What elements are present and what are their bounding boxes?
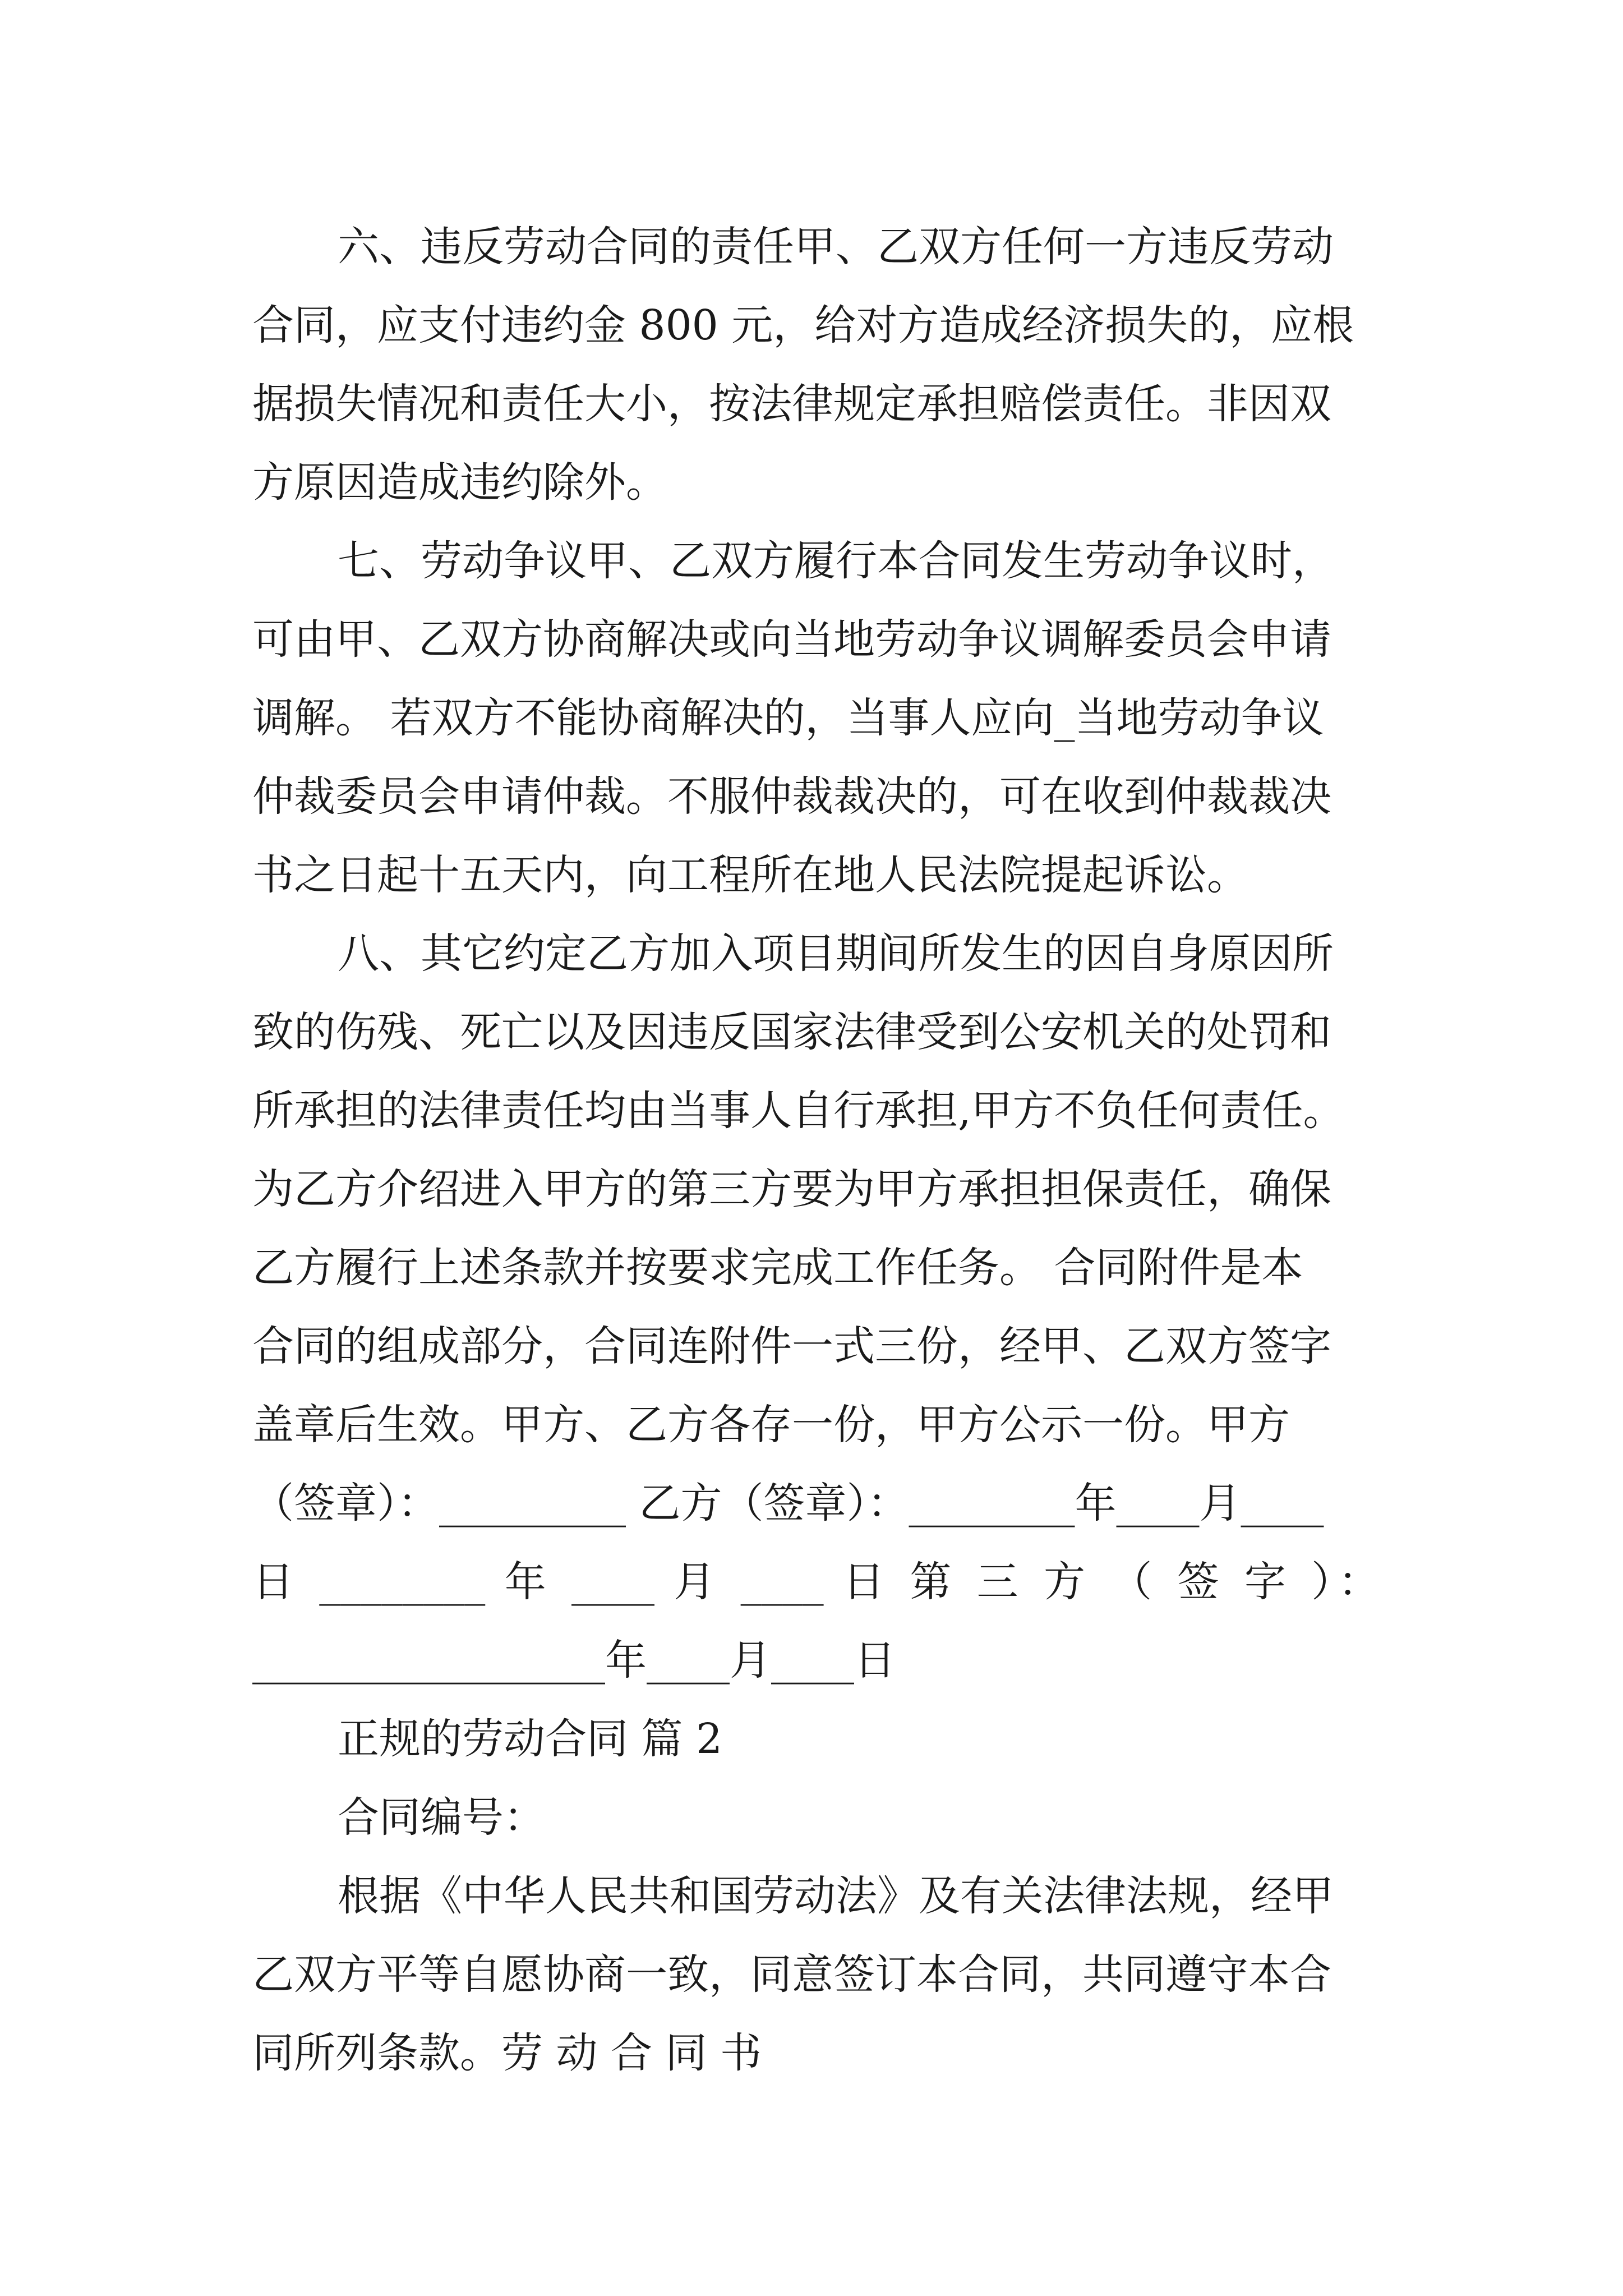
clause-6-line-1: 六、违反劳动合同的责任甲、乙双方任何一方违反劳动 <box>338 223 1334 271</box>
clause-7-line-2: 可由甲、乙双方协商解决或向当地劳动争议调解委员会申请 <box>252 615 1331 664</box>
clause-6-line-4: 方原因造成违约除外。 <box>252 458 667 507</box>
document-page <box>252 208 1380 2092</box>
intro-line-2: 乙双方平等自愿协商一致，同意签订本合同，共同遵守本合 <box>252 1950 1331 1999</box>
clause-7-line-5: 书之日起十五天内，向工程所在地人民法院提起诉讼。 <box>252 851 1248 899</box>
signature-line-3: _________________年____月____日 <box>252 1636 896 1685</box>
clause-8-line-2: 致的伤残、死亡以及因违反国家法律受到公安机关的处罚和 <box>252 1008 1331 1056</box>
clause-8-line-7: 盖章后生效。甲方、乙方各存一份，甲方公示一份。甲方 <box>252 1401 1290 1449</box>
clause-8-line-6: 合同的组成部分，合同连附件一式三份，经甲、乙双方签字 <box>252 1322 1331 1370</box>
signature-line-1: （签章）：_________ 乙方（签章）：________年____月____ <box>252 1479 1324 1527</box>
intro-line-1: 根据《中华人民共和国劳动法》及有关法律法规，经甲 <box>338 1872 1334 1920</box>
clause-8-line-5: 乙方履行上述条款并按要求完成工作任务。 合同附件是本 <box>252 1244 1303 1292</box>
clause-8-line-3: 所承担的法律责任均由当事人自行承担,甲方不负任何责任。 <box>252 1087 1345 1135</box>
clause-7-line-4: 仲裁委员会申请仲裁。不服仲裁裁决的，可在收到仲裁裁决 <box>252 772 1331 821</box>
signature-line-2: 日 ________ 年 ____ 月 ____ 日 第 三 方 （ 签 字 ）： <box>252 1558 1380 1606</box>
clause-6-line-3: 据损失情况和责任大小，按法律规定承担赔偿责任。非因双 <box>252 380 1331 428</box>
intro-line-3: 同所列条款。劳 动 合 同 书 <box>252 2029 762 2077</box>
clause-8-line-4: 为乙方介绍进入甲方的第三方要为甲方承担担保责任，确保 <box>252 1165 1331 1213</box>
section-heading: 正规的劳动合同 篇 2 <box>338 1715 723 1763</box>
clause-8-line-1: 八、其它约定乙方加入项目期间所发生的因自身原因所 <box>338 930 1334 978</box>
clause-7-line-3: 调解。 若双方不能协商解决的，当事人应向_当地劳动争议 <box>252 694 1324 742</box>
clause-6-line-2: 合同，应支付违约金 800 元，给对方造成经济损失的，应根 <box>252 301 1354 349</box>
clause-7-line-1: 七、劳动争议甲、乙双方履行本合同发生劳动争议时， <box>338 537 1334 585</box>
contract-number-label: 合同编号： <box>338 1793 545 1842</box>
